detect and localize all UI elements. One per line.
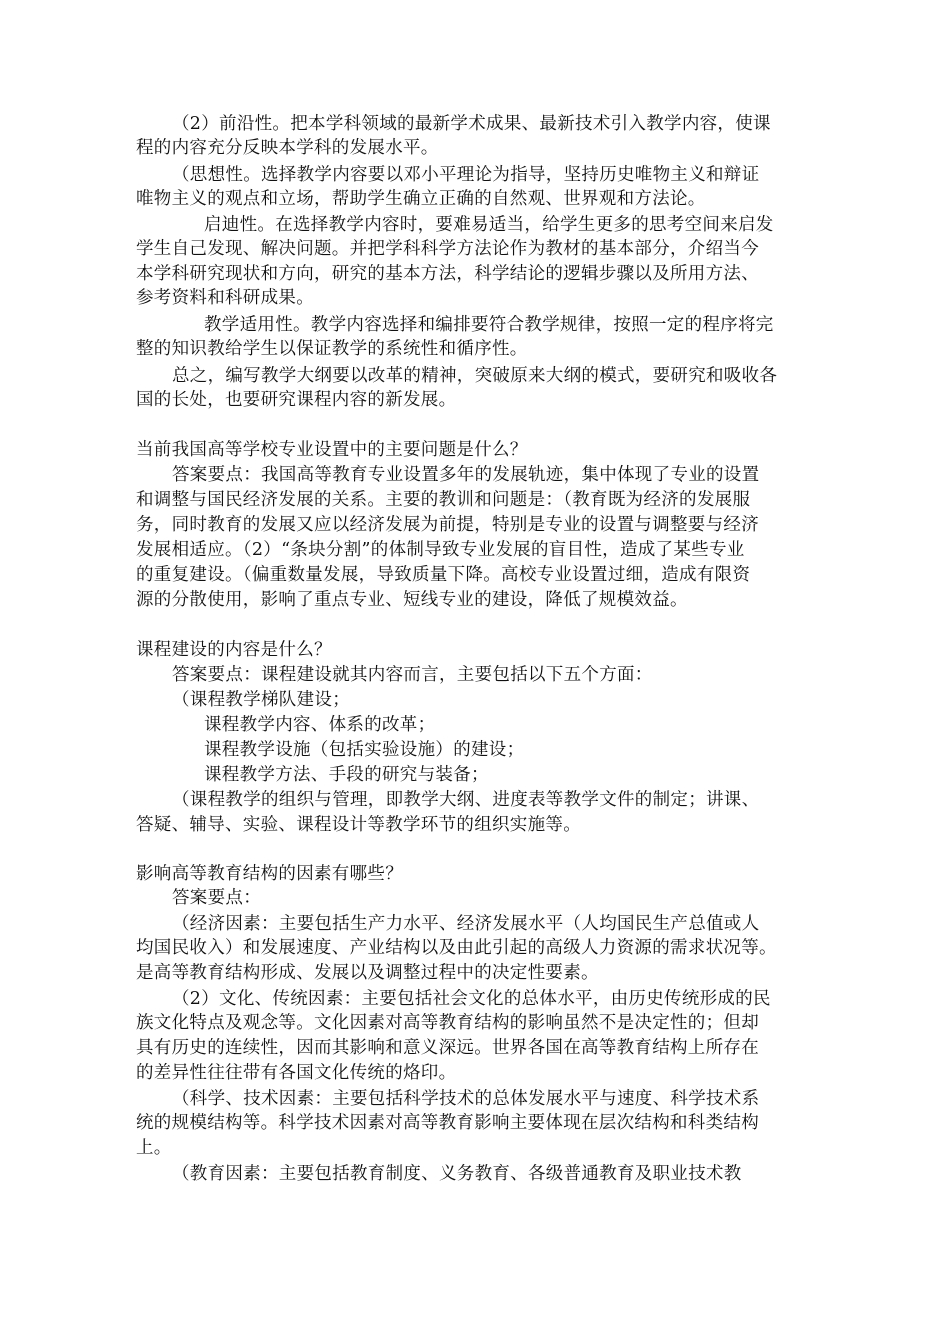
text-line: 参考资料和科研成果。 bbox=[136, 288, 314, 308]
text-line: 答案要点： bbox=[172, 888, 261, 908]
text-line: 族文化特点及观念等。文化因素对高等教育结构的影响虽然不是决定性的；但却 bbox=[136, 1013, 759, 1033]
list-item: （课程教学的组织与管理，即教学大纲、进度表等教学文件的制定；讲课、 bbox=[172, 790, 760, 810]
text-line: 答案要点：我国高等教育专业设置多年的发展轨迹，集中体现了专业的设置 bbox=[172, 465, 760, 485]
text-line: 学生自己发现、解决问题。并把学科科学方法论作为教材的基本部分，介绍当今 bbox=[136, 239, 759, 259]
text-line: 的重复建设。（偏重数量发展，导致质量下降。高校专业设置过细，造成有限资 bbox=[136, 565, 751, 585]
text-line: 整的知识教给学生以保证教学的系统性和循序性。 bbox=[136, 339, 528, 359]
text-line: 统的规模结构等。科学技术因素对高等教育影响主要体现在层次结构和科类结构 bbox=[136, 1113, 759, 1133]
question-heading: 影响高等教育结构的因素有哪些？ bbox=[136, 864, 403, 884]
text-line: （思想性。选择教学内容要以邓小平理论为指导，坚持历史唯物主义和辩证 bbox=[172, 165, 760, 185]
text-line: （教育因素：主要包括教育制度、义务教育、各级普通教育及职业技术教 bbox=[172, 1164, 742, 1184]
text-line: （科学、技术因素：主要包括科学技术的总体发展水平与速度、科学技术系 bbox=[172, 1089, 760, 1109]
text-line: （经济因素：主要包括生产力水平、经济发展水平（人均国民生产总值或人 bbox=[172, 914, 760, 934]
question-heading: 课程建设的内容是什么？ bbox=[136, 640, 332, 660]
list-item: 课程教学内容、体系的改革； bbox=[204, 715, 436, 735]
text-line: （2）文化、传统因素：主要包括社会文化的总体水平，由历史传统形成的民 bbox=[172, 989, 771, 1009]
text-line: 答疑、辅导、实验、课程设计等教学环节的组织实施等。 bbox=[136, 815, 581, 835]
text-line: 程的内容充分反映本学科的发展水平。 bbox=[136, 138, 439, 158]
text-line: （2）前沿性。把本学科领域的最新学术成果、最新技术引入教学内容，使课 bbox=[172, 114, 771, 134]
text-line: 的差异性往往带有各国文化传统的烙印。 bbox=[136, 1063, 457, 1083]
text-line: 和调整与国民经济发展的关系。主要的教训和问题是：（教育既为经济的发展服 bbox=[136, 490, 751, 510]
text-line: 启迪性。在选择教学内容时，要难易适当，给学生更多的思考空间来启发 bbox=[204, 215, 774, 235]
text-line: 答案要点：课程建设就其内容而言，主要包括以下五个方面： bbox=[172, 665, 653, 685]
text-line: 源的分散使用，影响了重点专业、短线专业的建设，降低了规模效益。 bbox=[136, 590, 688, 610]
text-line: 教学适用性。教学内容选择和编排要符合教学规律，按照一定的程序将完 bbox=[204, 315, 774, 335]
text-line: 均国民收入）和发展速度、产业结构以及由此引起的高级人力资源的需求状况等。 bbox=[136, 938, 777, 958]
text-line: 务，同时教育的发展又应以经济发展为前提，特别是专业的设置与调整要与经济 bbox=[136, 515, 759, 535]
text-line: 唯物主义的观点和立场，帮助学生确立正确的自然观、世界观和方法论。 bbox=[136, 189, 706, 209]
text-line: 具有历史的连续性，因而其影响和意义深远。世界各国在高等教育结构上所存在 bbox=[136, 1038, 759, 1058]
text-line: 上。 bbox=[136, 1138, 172, 1158]
list-item: 课程教学设施（包括实验设施）的建设； bbox=[204, 740, 525, 760]
text-line: 国的长处，也要研究课程内容的新发展。 bbox=[136, 390, 457, 410]
text-line: 发展相适应。（2）“条块分割”的体制导致专业发展的盲目性，造成了某些专业 bbox=[136, 540, 745, 560]
text-line: 是高等教育结构形成、发展以及调整过程中的决定性要素。 bbox=[136, 963, 599, 983]
text-line: 本学科研究现状和方向，研究的基本方法，科学结论的逻辑步骤以及所用方法、 bbox=[136, 264, 759, 284]
list-item: （课程教学梯队建设； bbox=[172, 690, 350, 710]
question-heading: 当前我国高等学校专业设置中的主要问题是什么？ bbox=[136, 440, 528, 460]
list-item: 课程教学方法、手段的研究与装备； bbox=[204, 765, 489, 785]
text-line: 总之，编写教学大纲要以改革的精神，突破原来大纲的模式，要研究和吸收各 bbox=[172, 366, 778, 386]
